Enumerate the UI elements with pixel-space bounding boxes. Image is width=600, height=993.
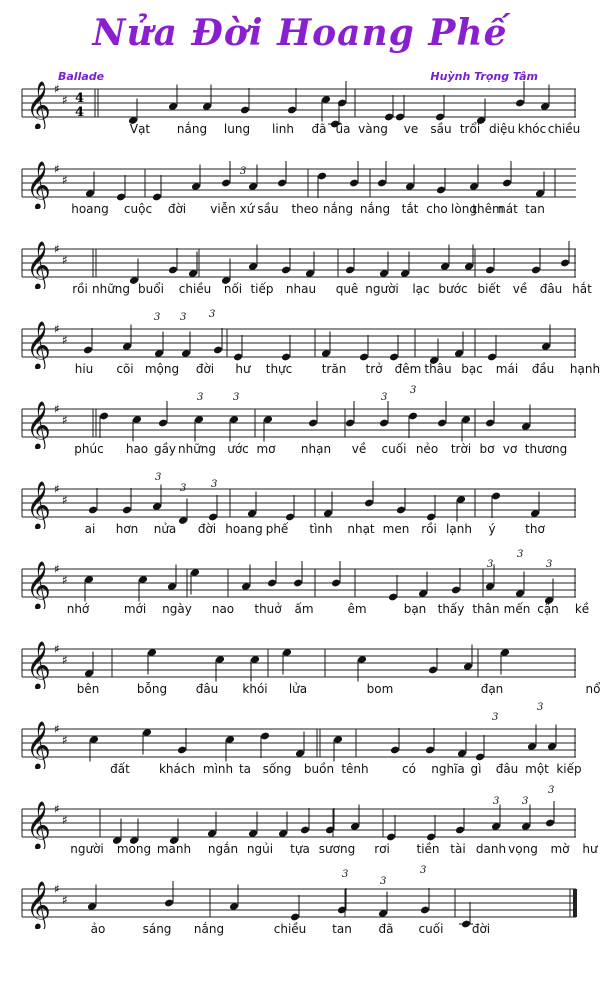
treble-clef-icon: 𝄞 <box>26 480 51 529</box>
staff <box>0 309 600 369</box>
sharp-icon: ♯ <box>54 82 60 96</box>
lyric-word: đâu <box>195 682 219 696</box>
lyric-word: tan <box>525 202 545 216</box>
tuplet-marker: 3 <box>342 868 349 880</box>
lyric-word: lòng <box>451 202 477 216</box>
lyric-word: lạc <box>412 282 430 296</box>
tuplet-marker: 3 <box>548 785 555 796</box>
treble-clef-icon: 𝄞 <box>26 400 51 449</box>
lyric-word: gì <box>470 762 482 776</box>
lyric-word: tựa <box>290 842 310 856</box>
tuplet-marker: 3 <box>546 559 553 570</box>
lyric-word: hạnh <box>569 362 600 376</box>
lyric-word: mình <box>202 762 234 776</box>
lyric-word: buồn <box>303 762 335 776</box>
lyric-word: đầu <box>531 362 555 376</box>
lyric-word: hoang <box>71 202 109 216</box>
tuplet-marker: 3 <box>240 166 247 177</box>
staff-system <box>0 785 600 869</box>
lyric-word: hắt <box>572 282 592 296</box>
lyric-word: hư <box>582 842 598 856</box>
lyric-word: cuộc <box>123 202 153 216</box>
lyric-word: ước <box>227 442 249 456</box>
sharp-icon: ♯ <box>54 802 60 816</box>
sharp-icon: ♯ <box>62 813 68 827</box>
lyric-word: sầu <box>430 122 452 136</box>
treble-clef-icon: 𝄞 <box>26 560 51 609</box>
lyric-word: ta <box>238 762 252 776</box>
lyric-word: xứ <box>239 202 255 216</box>
lyric-word: manh <box>156 842 192 856</box>
lyric-word: mới <box>123 602 147 616</box>
lyric-word: vơ <box>502 442 518 456</box>
lyric-word: thực <box>265 362 293 376</box>
lyric-word: rồi <box>72 282 88 296</box>
lyric-word: bom <box>366 682 394 696</box>
lyric-word: ngắn <box>207 842 239 856</box>
sharp-icon: ♯ <box>62 493 68 507</box>
lyric-word: về <box>351 442 367 456</box>
lyric-word: đạn <box>480 682 504 696</box>
lyric-word: mến <box>503 602 531 616</box>
lyric-word: có <box>402 762 416 776</box>
time-signature-top: 4 <box>75 91 85 106</box>
lyric-word: lung <box>223 122 251 136</box>
lyric-word: về <box>512 282 528 296</box>
lyric-word: ve <box>403 122 419 136</box>
tuplet-marker: 3 <box>410 385 417 396</box>
lyric-word: khách <box>158 762 196 776</box>
lyric-word: bên <box>76 682 100 696</box>
lyric-word: lạnh <box>446 522 472 536</box>
lyric-word: đời <box>167 202 187 216</box>
sharp-icon: ♯ <box>62 733 68 747</box>
staff <box>0 709 600 769</box>
tuplet-marker: 3 <box>180 312 187 323</box>
lyric-word: vọng <box>508 842 538 856</box>
treble-clef-icon: 𝄞 <box>26 160 51 209</box>
tuplet-marker: 3 <box>381 392 388 403</box>
tuplet-marker: 3 <box>493 795 500 807</box>
lyric-word: ấm <box>294 602 314 616</box>
lyric-word: thấy <box>437 602 465 616</box>
lyric-word: trở <box>365 362 383 376</box>
lyric-word: nối <box>223 282 243 296</box>
lyric-word: người <box>365 282 399 296</box>
tuplet-marker: 3 <box>517 548 524 560</box>
lyric-word: đêm <box>394 362 422 376</box>
lyric-word: tiền <box>416 842 440 856</box>
lyric-word: thuở <box>254 602 282 616</box>
lyric-word: hiu <box>74 362 94 376</box>
staff-system <box>0 865 600 949</box>
tuplet-marker: 3 <box>380 875 387 887</box>
staff-system <box>0 309 600 389</box>
lyric-word: hư <box>235 362 251 376</box>
lyric-word: bỗng <box>136 682 168 696</box>
sharp-icon: ♯ <box>54 642 60 656</box>
staff <box>0 69 600 129</box>
lyric-word: cận <box>537 602 559 616</box>
lyric-word: nhau <box>285 282 317 296</box>
tempo-style-label: Ballade <box>58 70 105 83</box>
lyric-word: đã <box>311 122 327 136</box>
lyric-word: viễn <box>210 202 236 216</box>
sharp-icon: ♯ <box>62 893 68 907</box>
sharp-icon: ♯ <box>62 173 68 187</box>
lyric-word: hao <box>125 442 149 456</box>
lyric-word: cõi <box>116 362 134 376</box>
staff-system <box>0 149 600 229</box>
staff <box>0 629 600 689</box>
lyric-word: hơn <box>115 522 139 536</box>
lyric-word: mơ <box>256 442 276 456</box>
sharp-icon: ♯ <box>54 882 60 896</box>
lyric-word: thương <box>524 442 568 456</box>
lyric-word: diệu <box>489 122 515 136</box>
sharp-icon: ♯ <box>62 253 68 267</box>
tuplet-marker: 3 <box>209 308 216 320</box>
staff-system <box>0 629 600 709</box>
lyric-word: nhạt <box>347 522 375 536</box>
tuplet-marker: 3 <box>233 392 240 403</box>
lyric-word: chiều <box>178 282 212 296</box>
staff <box>0 229 600 289</box>
tuplet-marker: 3 <box>420 865 427 876</box>
tuplet-marker: 3 <box>197 392 204 403</box>
lyric-word: nát <box>498 202 518 216</box>
lyric-word: nắng <box>359 202 391 216</box>
lyric-word: trăn <box>321 362 347 376</box>
lyric-word: biết <box>477 282 501 296</box>
lyric-word: sương <box>318 842 356 856</box>
treble-clef-icon: 𝄞 <box>26 320 51 369</box>
lyric-word: rơi <box>374 842 390 856</box>
sharp-icon: ♯ <box>62 333 68 347</box>
sharp-icon: ♯ <box>54 402 60 416</box>
tuplet-marker: 3 <box>155 472 162 483</box>
composer-name: Huỳnh Trọng Tâm <box>430 70 538 83</box>
lyric-word: nẻo <box>415 442 439 456</box>
lyric-word: chiều <box>273 922 307 936</box>
lyric-word: theo <box>291 202 319 216</box>
treble-clef-icon: 𝄞 <box>26 880 51 929</box>
treble-clef-icon: 𝄞 <box>26 640 51 689</box>
lyric-word: đâu <box>495 762 519 776</box>
lyric-word: trổi <box>459 122 481 136</box>
lyric-word: bước <box>438 282 468 296</box>
lyric-word: thơ <box>525 522 545 536</box>
lyric-word: khói <box>242 682 268 696</box>
lyric-word: bơ <box>479 442 495 456</box>
lyric-word: ngủi <box>246 842 274 856</box>
sharp-icon: ♯ <box>62 413 68 427</box>
sharp-icon: ♯ <box>62 653 68 667</box>
lyric-word: những <box>177 442 217 456</box>
lyric-word: danh <box>475 842 507 856</box>
lyric-word: đã <box>378 922 394 936</box>
lyric-word: người <box>70 842 104 856</box>
lyric-word: mộng <box>144 362 180 376</box>
tuplet-marker: 3 <box>487 559 494 570</box>
lyric-word: mong <box>116 842 152 856</box>
staff-system <box>0 69 600 149</box>
lyric-word: cuối <box>381 442 407 456</box>
staff-system <box>0 469 600 549</box>
lyric-word: chiều <box>547 122 581 136</box>
lyric-word: nổ <box>585 682 600 696</box>
lyric-word: đời <box>471 922 491 936</box>
lyric-word: kề <box>574 602 590 616</box>
lyric-word: nao <box>211 602 235 616</box>
staff <box>0 389 600 449</box>
tuplet-marker: 3 <box>522 795 529 807</box>
staff <box>0 549 600 609</box>
lyric-word: gầy <box>153 442 177 456</box>
lyric-word: đất <box>110 762 130 776</box>
lyric-word: êm <box>347 602 367 616</box>
tuplet-marker: 3 <box>180 482 187 494</box>
lyric-word: buổi <box>138 282 164 296</box>
sharp-icon: ♯ <box>54 322 60 336</box>
treble-clef-icon: 𝄞 <box>26 240 51 289</box>
lyric-word: sầu <box>257 202 279 216</box>
sharp-icon: ♯ <box>54 242 60 256</box>
sharp-icon: ♯ <box>54 562 60 576</box>
lyric-word: đời <box>197 522 217 536</box>
staff-system <box>0 229 600 309</box>
lyric-word: mờ <box>550 842 570 856</box>
lyric-word: hoang <box>225 522 263 536</box>
tuplet-marker: 3 <box>154 312 161 323</box>
lyric-word: thân <box>472 602 500 616</box>
staff <box>0 789 600 849</box>
lyric-word: nghĩa <box>431 762 465 776</box>
lyric-word: lửa <box>288 682 308 696</box>
staff <box>0 869 600 929</box>
staff <box>0 469 600 529</box>
lyric-word: cuối <box>418 922 444 936</box>
lyric-word: sáng <box>142 922 172 936</box>
lyric-word: những <box>91 282 131 296</box>
sharp-icon: ♯ <box>54 162 60 176</box>
treble-clef-icon: 𝄞 <box>26 80 51 129</box>
lyric-word: bạn <box>403 602 427 616</box>
lyric-word: nửa <box>153 522 177 536</box>
lyric-word: sống <box>262 762 292 776</box>
lyric-word: tình <box>309 522 333 536</box>
lyric-word: Vạt <box>129 122 151 136</box>
lyric-word: ảo <box>90 922 106 936</box>
sharp-icon: ♯ <box>62 573 68 587</box>
lyric-word: thâu <box>424 362 452 376</box>
lyric-word: thêm <box>472 202 504 216</box>
lyric-word: nhớ <box>66 602 90 616</box>
lyric-word: úa <box>335 122 351 136</box>
tuplet-marker: 3 <box>211 479 218 490</box>
staff-system <box>0 549 600 629</box>
lyric-word: nắng <box>322 202 354 216</box>
lyric-word: men <box>382 522 410 536</box>
lyric-word: tài <box>450 842 466 856</box>
lyric-word: nắng <box>176 122 208 136</box>
lyric-word: linh <box>272 122 294 136</box>
lyric-word: rồi <box>421 522 437 536</box>
lyric-word: nắng <box>193 922 225 936</box>
sharp-icon: ♯ <box>54 722 60 736</box>
lyric-word: ý <box>488 522 496 536</box>
lyric-word: trời <box>450 442 472 456</box>
staff <box>0 149 600 209</box>
lyric-word: đâu <box>539 282 563 296</box>
lyric-word: vàng <box>358 122 388 136</box>
treble-clef-icon: 𝄞 <box>26 720 51 769</box>
lyric-word: ai <box>84 522 96 536</box>
sharp-icon: ♯ <box>54 482 60 496</box>
lyric-word: mái <box>495 362 519 376</box>
lyric-word: tênh <box>341 762 369 776</box>
lyric-word: nhạn <box>300 442 332 456</box>
lyric-word: kiếp <box>556 762 582 776</box>
lyric-word: phế <box>265 522 289 536</box>
lyric-word: phúc <box>74 442 104 456</box>
sharp-icon: ♯ <box>62 93 68 107</box>
lyric-word: bạc <box>461 362 483 376</box>
lyric-word: đời <box>195 362 215 376</box>
song-title: Nửa Đời Hoang Phế <box>92 12 508 54</box>
tuplet-marker: 3 <box>537 701 544 713</box>
lyric-word: cho <box>426 202 448 216</box>
time-signature-bottom: 4 <box>75 105 85 120</box>
tuplet-marker: 3 <box>492 712 499 723</box>
treble-clef-icon: 𝄞 <box>26 800 51 849</box>
lyric-word: một <box>525 762 549 776</box>
staff-system <box>0 385 600 469</box>
lyric-word: tắt <box>401 202 419 216</box>
lyric-word: tiếp <box>250 282 274 296</box>
staff-system <box>0 701 600 789</box>
lyric-word: tan <box>332 922 352 936</box>
lyric-word: ngày <box>162 602 192 616</box>
lyric-word: khóc <box>517 122 547 136</box>
lyric-word: quê <box>335 282 359 296</box>
